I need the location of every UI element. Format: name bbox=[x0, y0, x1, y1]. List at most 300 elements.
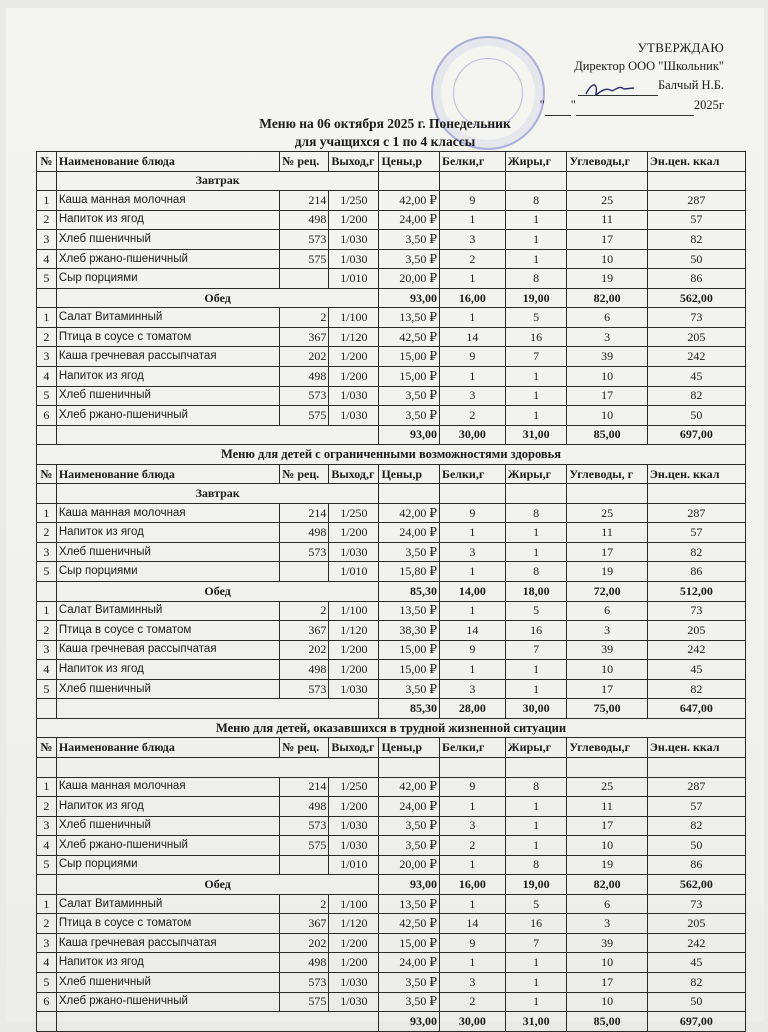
price: 42,50 ₽ bbox=[379, 327, 440, 347]
dish-name: Салат Витаминный bbox=[56, 308, 279, 328]
carbs: 3 bbox=[567, 914, 647, 934]
table-row bbox=[37, 367, 746, 387]
dish-name: Салат Витаминный bbox=[56, 601, 279, 621]
energy: 82 bbox=[647, 972, 745, 992]
carbs: 19 bbox=[567, 855, 647, 875]
total-price: 85,30 bbox=[379, 699, 440, 719]
dish-name: Напиток из ягод bbox=[56, 367, 279, 387]
section-caption-row bbox=[37, 718, 746, 738]
fat: 8 bbox=[505, 855, 567, 875]
fat: 8 bbox=[505, 503, 567, 523]
meal-row bbox=[37, 484, 746, 504]
meal-summary-carbs: 72,00 bbox=[567, 582, 647, 602]
row-number: 2 bbox=[37, 210, 57, 230]
column-header-fat: Жиры,г bbox=[505, 152, 567, 172]
fat: 16 bbox=[505, 621, 567, 641]
energy: 57 bbox=[647, 797, 745, 817]
column-header-row-number: № bbox=[37, 738, 57, 758]
row-number: 6 bbox=[37, 406, 57, 426]
meal-summary-empty bbox=[567, 484, 647, 504]
carbs: 10 bbox=[567, 249, 647, 269]
fat: 1 bbox=[505, 953, 567, 973]
row-number: 5 bbox=[37, 679, 57, 699]
recipe-number: 498 bbox=[280, 367, 329, 387]
menu-table bbox=[36, 151, 746, 1032]
table-row bbox=[37, 230, 746, 250]
meal-summary-empty bbox=[440, 757, 506, 777]
dish-name: Птица в соусе с томатом bbox=[56, 914, 279, 934]
row-number: 1 bbox=[37, 601, 57, 621]
total-carbs: 75,00 bbox=[567, 699, 647, 719]
total-energy: 647,00 bbox=[647, 699, 745, 719]
recipe-number: 575 bbox=[280, 249, 329, 269]
meal-summary-empty bbox=[647, 757, 745, 777]
menu-title-line1: Меню на 06 октября 2025 г. Понедельник bbox=[259, 116, 511, 131]
price: 3,50 ₽ bbox=[379, 992, 440, 1012]
table-row bbox=[37, 523, 746, 543]
fat: 1 bbox=[505, 836, 567, 856]
total-label bbox=[56, 699, 379, 719]
column-header-fat: Жиры,г bbox=[505, 738, 567, 758]
portion: 1/030 bbox=[329, 542, 379, 562]
carbs: 11 bbox=[567, 797, 647, 817]
portion: 1/030 bbox=[329, 249, 379, 269]
column-header-energy: Эн.цен. ккал bbox=[647, 152, 745, 172]
row-number: 4 bbox=[37, 660, 57, 680]
portion: 1/120 bbox=[329, 621, 379, 641]
total-carbs: 85,00 bbox=[567, 425, 647, 445]
table-row bbox=[37, 972, 746, 992]
protein: 2 bbox=[440, 836, 506, 856]
fat: 7 bbox=[505, 640, 567, 660]
fat: 1 bbox=[505, 230, 567, 250]
portion: 1/030 bbox=[329, 992, 379, 1012]
row-number: 4 bbox=[37, 836, 57, 856]
price: 3,50 ₽ bbox=[379, 679, 440, 699]
meal-name: Обед bbox=[56, 875, 379, 895]
energy: 287 bbox=[647, 503, 745, 523]
total-blank bbox=[37, 699, 57, 719]
protein: 9 bbox=[440, 640, 506, 660]
fat: 1 bbox=[505, 972, 567, 992]
table-row bbox=[37, 191, 746, 211]
row-number: 5 bbox=[37, 386, 57, 406]
fat: 1 bbox=[505, 542, 567, 562]
table-row bbox=[37, 836, 746, 856]
total-fat: 30,00 bbox=[505, 699, 567, 719]
total-fat: 31,00 bbox=[505, 425, 567, 445]
protein: 1 bbox=[440, 308, 506, 328]
price: 24,00 ₽ bbox=[379, 210, 440, 230]
total-row bbox=[37, 699, 746, 719]
energy: 50 bbox=[647, 992, 745, 1012]
dish-name: Хлеб ржано-пшеничный bbox=[56, 836, 279, 856]
fat: 1 bbox=[505, 679, 567, 699]
row-number: 5 bbox=[37, 269, 57, 289]
dish-name: Каша гречневая рассыпчатая bbox=[56, 640, 279, 660]
total-fat: 31,00 bbox=[505, 1012, 567, 1032]
dish-name: Каша гречневая рассыпчатая bbox=[56, 933, 279, 953]
row-number: 4 bbox=[37, 249, 57, 269]
carbs: 19 bbox=[567, 269, 647, 289]
table-row bbox=[37, 327, 746, 347]
row-number: 3 bbox=[37, 542, 57, 562]
table-row bbox=[37, 210, 746, 230]
total-row bbox=[37, 425, 746, 445]
table-row bbox=[37, 308, 746, 328]
row-number: 1 bbox=[37, 191, 57, 211]
portion: 1/120 bbox=[329, 914, 379, 934]
meal-summary-empty bbox=[440, 171, 506, 191]
meal-name: Обед bbox=[56, 288, 379, 308]
table-row bbox=[37, 679, 746, 699]
meal-summary-protein: 16,00 bbox=[440, 288, 506, 308]
portion: 1/030 bbox=[329, 816, 379, 836]
portion: 1/100 bbox=[329, 894, 379, 914]
row-number: 4 bbox=[37, 953, 57, 973]
portion: 1/010 bbox=[329, 269, 379, 289]
menu-title-line2: для учащихся с 1 по 4 классы bbox=[294, 134, 476, 149]
row-number: 5 bbox=[37, 972, 57, 992]
carbs: 10 bbox=[567, 836, 647, 856]
recipe-number: 367 bbox=[280, 327, 329, 347]
price: 15,00 ₽ bbox=[379, 640, 440, 660]
energy: 82 bbox=[647, 230, 745, 250]
meal-summary-empty bbox=[647, 171, 745, 191]
portion: 1/200 bbox=[329, 660, 379, 680]
portion: 1/200 bbox=[329, 640, 379, 660]
meal-summary-price: 85,30 bbox=[379, 582, 440, 602]
recipe-number: 498 bbox=[280, 660, 329, 680]
meal-row-blank bbox=[37, 875, 57, 895]
recipe-number: 367 bbox=[280, 914, 329, 934]
table-row bbox=[37, 562, 746, 582]
energy: 205 bbox=[647, 621, 745, 641]
carbs: 39 bbox=[567, 640, 647, 660]
section-caption: Меню для детей, оказавшихся в трудной жизненной ситуации bbox=[37, 718, 746, 738]
price: 3,50 ₽ bbox=[379, 249, 440, 269]
carbs: 17 bbox=[567, 230, 647, 250]
meal-summary-fat: 19,00 bbox=[505, 288, 567, 308]
protein: 1 bbox=[440, 523, 506, 543]
price: 13,50 ₽ bbox=[379, 601, 440, 621]
carbs: 39 bbox=[567, 933, 647, 953]
table-row bbox=[37, 621, 746, 641]
approval-date-line: " " 2025г bbox=[444, 96, 724, 116]
price: 24,00 ₽ bbox=[379, 953, 440, 973]
meal-summary-empty bbox=[647, 484, 745, 504]
column-header-portion: Выход,г bbox=[329, 152, 379, 172]
recipe-number: 214 bbox=[280, 503, 329, 523]
dish-name: Птица в соусе с томатом bbox=[56, 621, 279, 641]
dish-name: Напиток из ягод bbox=[56, 523, 279, 543]
price: 13,50 ₽ bbox=[379, 308, 440, 328]
protein: 1 bbox=[440, 855, 506, 875]
total-protein: 30,00 bbox=[440, 1012, 506, 1032]
table-row bbox=[37, 406, 746, 426]
table-row bbox=[37, 660, 746, 680]
dish-name: Хлеб ржано-пшеничный bbox=[56, 249, 279, 269]
column-header-energy: Эн.цен. ккал bbox=[647, 464, 745, 484]
portion: 1/200 bbox=[329, 797, 379, 817]
table-row bbox=[37, 953, 746, 973]
header-row bbox=[37, 152, 746, 172]
portion: 1/100 bbox=[329, 601, 379, 621]
carbs: 3 bbox=[567, 621, 647, 641]
meal-summary-carbs: 82,00 bbox=[567, 288, 647, 308]
price: 15,00 ₽ bbox=[379, 933, 440, 953]
protein: 3 bbox=[440, 386, 506, 406]
fat: 7 bbox=[505, 933, 567, 953]
energy: 242 bbox=[647, 347, 745, 367]
energy: 82 bbox=[647, 386, 745, 406]
dish-name: Хлеб пшеничный bbox=[56, 542, 279, 562]
price: 42,00 ₽ bbox=[379, 777, 440, 797]
protein: 14 bbox=[440, 327, 506, 347]
approval-name: Балчый Н.Б. bbox=[657, 78, 724, 92]
meal-summary-empty bbox=[379, 757, 440, 777]
recipe-number: 2 bbox=[280, 894, 329, 914]
fat: 1 bbox=[505, 210, 567, 230]
row-number: 3 bbox=[37, 347, 57, 367]
dish-name: Сыр порциями bbox=[56, 562, 279, 582]
dish-name: Хлеб ржано-пшеничный bbox=[56, 406, 279, 426]
recipe-number bbox=[280, 855, 329, 875]
energy: 86 bbox=[647, 269, 745, 289]
meal-summary-protein: 14,00 bbox=[440, 582, 506, 602]
energy: 287 bbox=[647, 777, 745, 797]
recipe-number: 202 bbox=[280, 933, 329, 953]
dish-name: Напиток из ягод bbox=[56, 953, 279, 973]
document-page bbox=[6, 8, 764, 1028]
table-row bbox=[37, 933, 746, 953]
table-row bbox=[37, 269, 746, 289]
protein: 2 bbox=[440, 249, 506, 269]
meal-summary-empty bbox=[505, 171, 567, 191]
column-header-carbs: Углеводы,г bbox=[567, 738, 647, 758]
dish-name: Хлеб пшеничный bbox=[56, 972, 279, 992]
energy: 50 bbox=[647, 836, 745, 856]
energy: 82 bbox=[647, 542, 745, 562]
dish-name: Сыр порциями bbox=[56, 269, 279, 289]
recipe-number: 575 bbox=[280, 406, 329, 426]
carbs: 10 bbox=[567, 406, 647, 426]
carbs: 25 bbox=[567, 191, 647, 211]
carbs: 17 bbox=[567, 972, 647, 992]
recipe-number: 498 bbox=[280, 797, 329, 817]
row-number: 3 bbox=[37, 640, 57, 660]
dish-name: Каша манная молочная bbox=[56, 777, 279, 797]
carbs: 17 bbox=[567, 679, 647, 699]
table-row bbox=[37, 992, 746, 1012]
portion: 1/030 bbox=[329, 386, 379, 406]
row-number: 2 bbox=[37, 797, 57, 817]
total-protein: 28,00 bbox=[440, 699, 506, 719]
row-number: 1 bbox=[37, 503, 57, 523]
price: 3,50 ₽ bbox=[379, 406, 440, 426]
carbs: 10 bbox=[567, 367, 647, 387]
meal-summary-fat: 19,00 bbox=[505, 875, 567, 895]
meal-summary-empty bbox=[505, 484, 567, 504]
protein: 14 bbox=[440, 914, 506, 934]
dish-name: Каша манная молочная bbox=[56, 503, 279, 523]
approval-title: УТВЕРЖДАЮ bbox=[637, 40, 724, 55]
protein: 9 bbox=[440, 347, 506, 367]
protein: 9 bbox=[440, 503, 506, 523]
protein: 1 bbox=[440, 269, 506, 289]
column-header-energy: Эн.цен. ккал bbox=[647, 738, 745, 758]
portion: 1/030 bbox=[329, 972, 379, 992]
dish-name: Сыр порциями bbox=[56, 855, 279, 875]
energy: 73 bbox=[647, 601, 745, 621]
recipe-number: 573 bbox=[280, 972, 329, 992]
column-header-recipe-number: № рец. bbox=[280, 738, 329, 758]
energy: 73 bbox=[647, 894, 745, 914]
recipe-number: 214 bbox=[280, 777, 329, 797]
fat: 5 bbox=[505, 308, 567, 328]
meal-summary-energy: 512,00 bbox=[647, 582, 745, 602]
table-row bbox=[37, 386, 746, 406]
column-header-carbs: Углеводы, г bbox=[567, 464, 647, 484]
carbs: 17 bbox=[567, 542, 647, 562]
fat: 1 bbox=[505, 406, 567, 426]
dish-name: Птица в соусе с томатом bbox=[56, 327, 279, 347]
protein: 1 bbox=[440, 210, 506, 230]
column-header-protein: Белки,г bbox=[440, 152, 506, 172]
fat: 8 bbox=[505, 562, 567, 582]
approval-block bbox=[444, 38, 724, 116]
menu-title bbox=[6, 115, 764, 151]
total-energy: 697,00 bbox=[647, 1012, 745, 1032]
meal-name: Завтрак bbox=[56, 484, 379, 504]
price: 42,00 ₽ bbox=[379, 503, 440, 523]
column-header-fat: Жиры,г bbox=[505, 464, 567, 484]
total-row bbox=[37, 1012, 746, 1032]
fat: 1 bbox=[505, 523, 567, 543]
price: 15,00 ₽ bbox=[379, 660, 440, 680]
row-number: 1 bbox=[37, 777, 57, 797]
total-label bbox=[56, 1012, 379, 1032]
price: 24,00 ₽ bbox=[379, 797, 440, 817]
recipe-number: 2 bbox=[280, 601, 329, 621]
carbs: 17 bbox=[567, 816, 647, 836]
meal-row bbox=[37, 875, 746, 895]
carbs: 11 bbox=[567, 210, 647, 230]
section-caption-row bbox=[37, 445, 746, 465]
total-carbs: 85,00 bbox=[567, 1012, 647, 1032]
meal-row-blank bbox=[37, 757, 57, 777]
table-row bbox=[37, 503, 746, 523]
portion: 1/200 bbox=[329, 953, 379, 973]
price: 15,00 ₽ bbox=[379, 347, 440, 367]
row-number: 5 bbox=[37, 855, 57, 875]
meal-summary-price: 93,00 bbox=[379, 288, 440, 308]
protein: 3 bbox=[440, 679, 506, 699]
approval-name-line bbox=[444, 76, 724, 96]
dish-name: Напиток из ягод bbox=[56, 797, 279, 817]
energy: 45 bbox=[647, 953, 745, 973]
portion: 1/200 bbox=[329, 210, 379, 230]
protein: 1 bbox=[440, 601, 506, 621]
energy: 82 bbox=[647, 816, 745, 836]
fat: 7 bbox=[505, 347, 567, 367]
meal-row-blank bbox=[37, 171, 57, 191]
protein: 1 bbox=[440, 797, 506, 817]
table-row bbox=[37, 640, 746, 660]
carbs: 25 bbox=[567, 503, 647, 523]
row-number: 6 bbox=[37, 992, 57, 1012]
price: 3,50 ₽ bbox=[379, 836, 440, 856]
energy: 205 bbox=[647, 914, 745, 934]
table-row bbox=[37, 914, 746, 934]
column-header-protein: Белки,г bbox=[440, 738, 506, 758]
approval-year: 2025г bbox=[693, 98, 724, 112]
meal-summary-fat: 18,00 bbox=[505, 582, 567, 602]
recipe-number: 367 bbox=[280, 621, 329, 641]
row-number: 2 bbox=[37, 523, 57, 543]
carbs: 10 bbox=[567, 992, 647, 1012]
row-number: 1 bbox=[37, 308, 57, 328]
table-row bbox=[37, 347, 746, 367]
price: 13,50 ₽ bbox=[379, 894, 440, 914]
dish-name: Хлеб пшеничный bbox=[56, 679, 279, 699]
recipe-number bbox=[280, 562, 329, 582]
carbs: 25 bbox=[567, 777, 647, 797]
total-blank bbox=[37, 425, 57, 445]
column-header-carbs: Углеводы,г bbox=[567, 152, 647, 172]
table-row bbox=[37, 542, 746, 562]
meal-name bbox=[56, 757, 379, 777]
carbs: 19 bbox=[567, 562, 647, 582]
table-row bbox=[37, 777, 746, 797]
meal-summary-energy: 562,00 bbox=[647, 288, 745, 308]
meal-row bbox=[37, 757, 746, 777]
row-number: 3 bbox=[37, 230, 57, 250]
table-row bbox=[37, 601, 746, 621]
protein: 1 bbox=[440, 562, 506, 582]
meal-row-blank bbox=[37, 484, 57, 504]
fat: 1 bbox=[505, 992, 567, 1012]
row-number: 2 bbox=[37, 327, 57, 347]
recipe-number: 573 bbox=[280, 679, 329, 699]
fat: 1 bbox=[505, 249, 567, 269]
protein: 1 bbox=[440, 894, 506, 914]
fat: 5 bbox=[505, 894, 567, 914]
portion: 1/200 bbox=[329, 933, 379, 953]
meal-name: Завтрак bbox=[56, 171, 379, 191]
carbs: 3 bbox=[567, 327, 647, 347]
row-number: 1 bbox=[37, 894, 57, 914]
price: 20,00 ₽ bbox=[379, 855, 440, 875]
energy: 86 bbox=[647, 562, 745, 582]
total-blank bbox=[37, 1012, 57, 1032]
meal-summary-empty bbox=[505, 757, 567, 777]
carbs: 10 bbox=[567, 953, 647, 973]
dish-name: Каша гречневая рассыпчатая bbox=[56, 347, 279, 367]
column-header-recipe-number: № рец. bbox=[280, 464, 329, 484]
column-header-row-number: № bbox=[37, 464, 57, 484]
portion: 1/200 bbox=[329, 367, 379, 387]
energy: 287 bbox=[647, 191, 745, 211]
column-header-protein: Белки,г bbox=[440, 464, 506, 484]
meal-summary-empty bbox=[567, 171, 647, 191]
total-label bbox=[56, 425, 379, 445]
meal-summary-energy: 562,00 bbox=[647, 875, 745, 895]
protein: 3 bbox=[440, 542, 506, 562]
energy: 45 bbox=[647, 367, 745, 387]
energy: 73 bbox=[647, 308, 745, 328]
column-header-dish-name: Наименование блюда bbox=[56, 738, 279, 758]
